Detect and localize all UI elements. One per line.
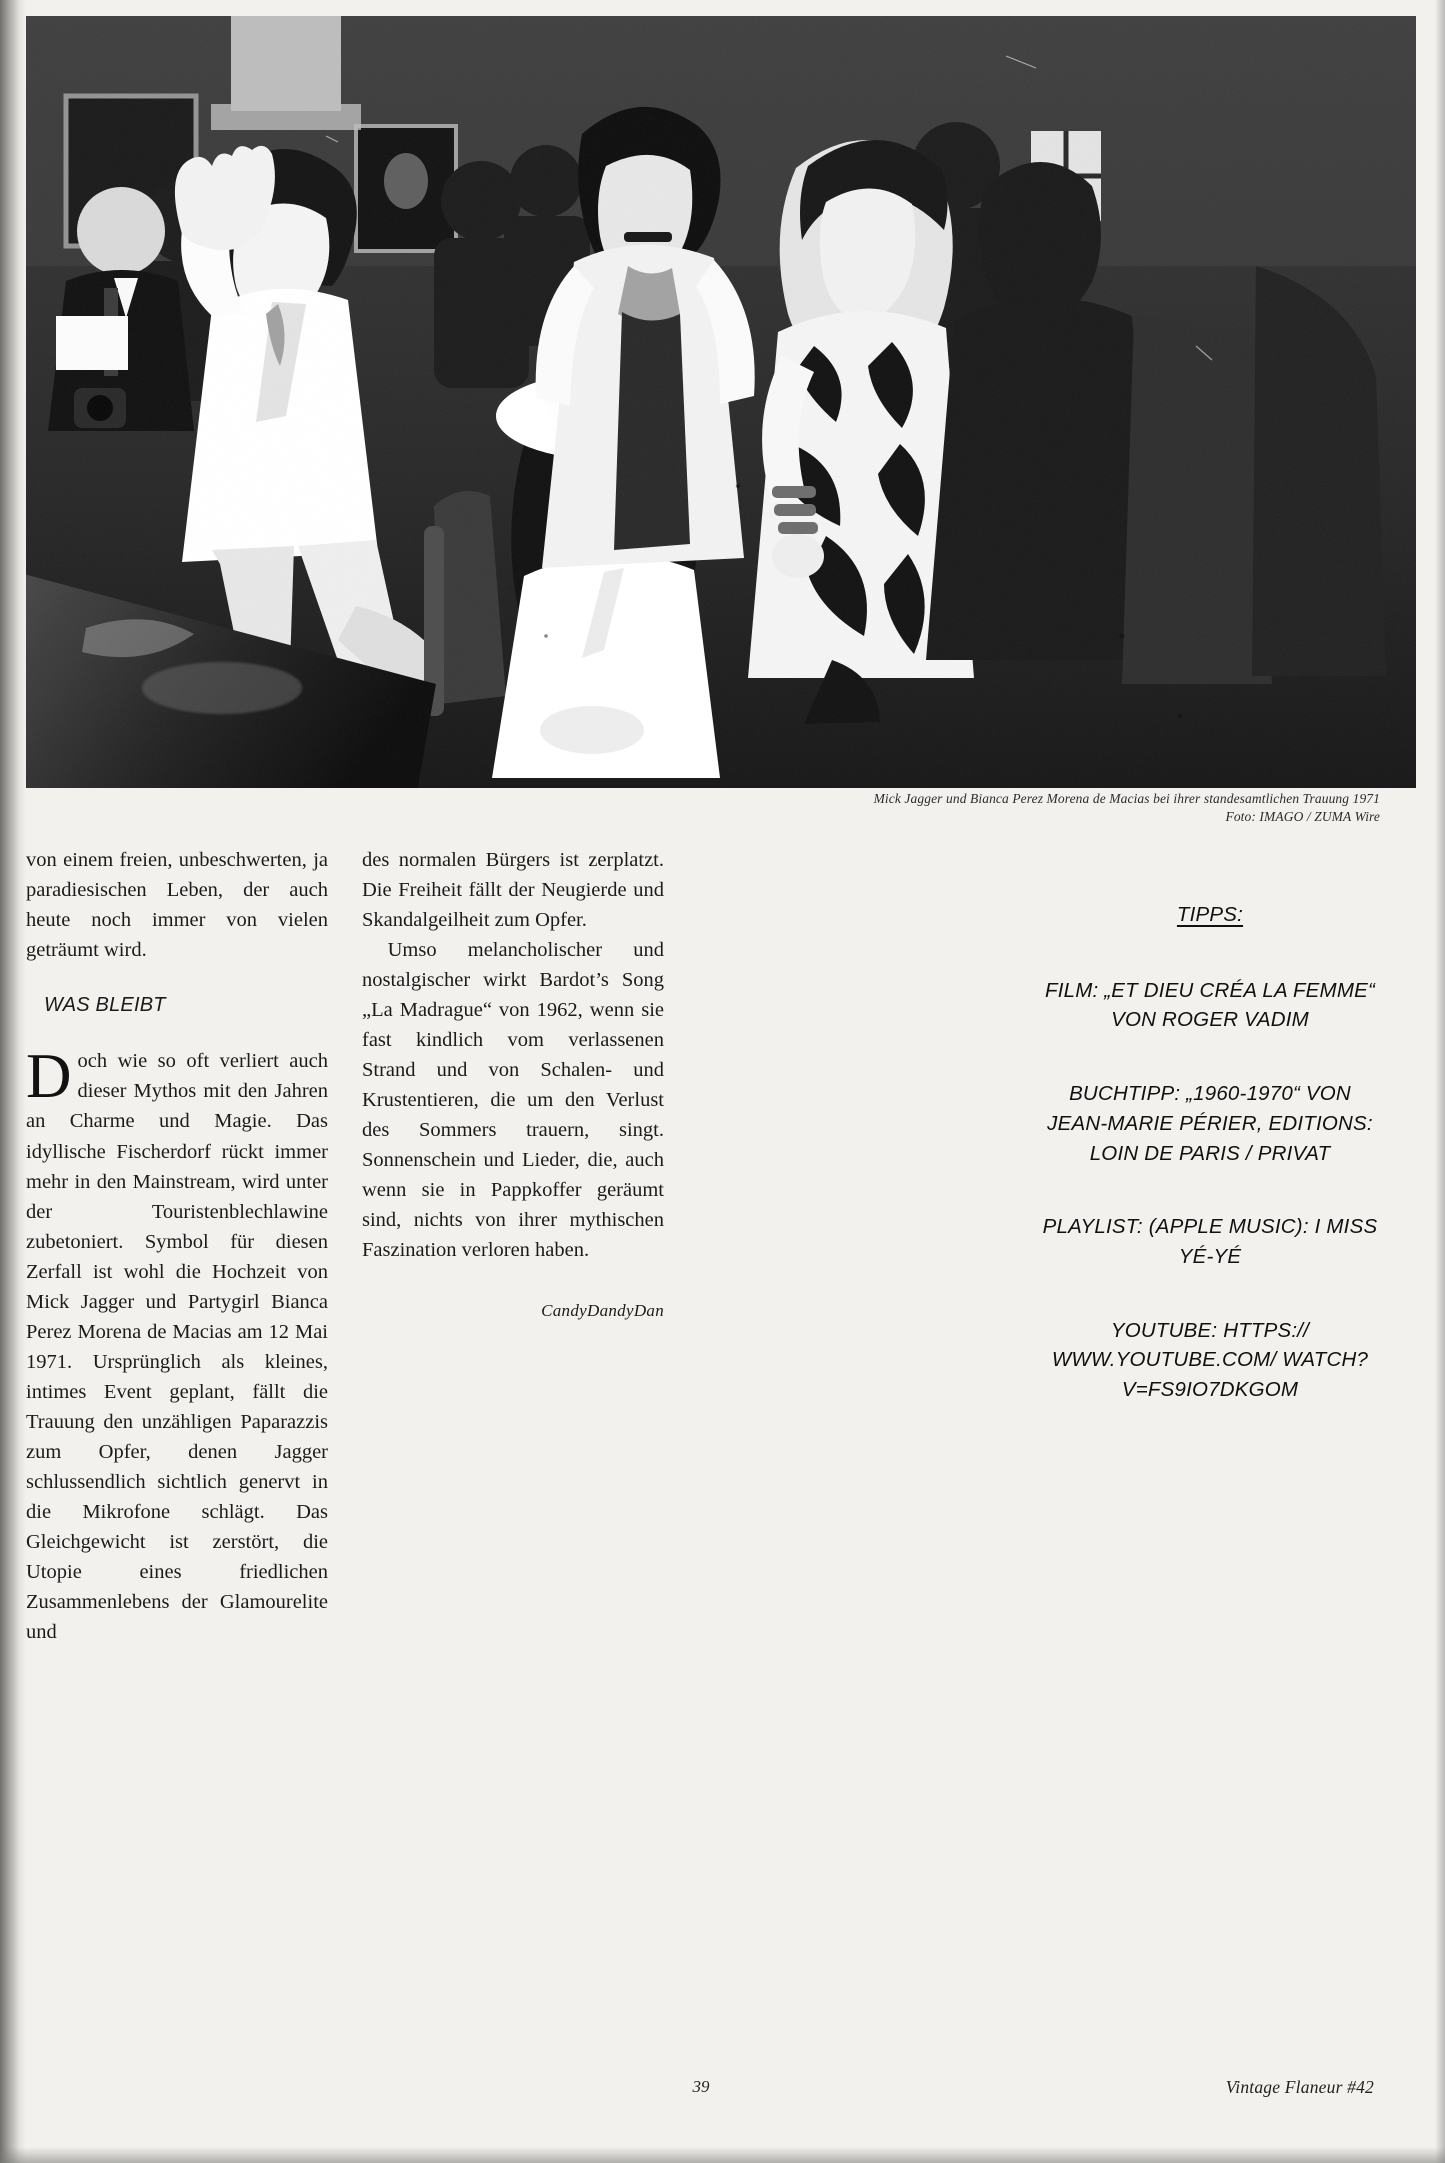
photo-caption [26,790,1416,826]
paper-edge-right [1435,0,1445,2163]
column-1-dropcap-paragraph: Doch wie so oft verliert auch dieser Mythos mit den Jahren an Charme und Magie. Das idyllische Fischerdorf rückt immer mehr in den Mainstream, wird unter der Touristenblechlawine zubetoniert. Symbol für diesen Zerfall ist wohl die Hochzeit von Mick Jagger und Partygirl Bianca Perez Morena de Macias am 12 Mai 1971. Ursprünglich als kleines, intimes Event geplant, fällt die Trauung den unzähligen Paparazzis zum Opfer, denen Jagger schlussendlich sichtlich genervt in die Mikrofone schlägt. Das Gleichgewicht ist zerstört, die Utopie eines friedlichen Zusammenlebens der Glamourelite und [26,1041,328,1644]
tipps-title: TIPPS: [1176,903,1244,926]
paper-edge-bottom [0,2147,1445,2163]
photo-caption-line-1: Mick Jagger und Bianca Perez Morena de Macias bei ihrer standesamtlichen Trauung 1971 [873,791,1380,806]
tipps-item-youtube[interactable]: YOUTUBE: HTTPS:// WWW.YOUTUBE.COM/ WATCH?V=FS9IO7DKGOM [1051,1318,1369,1402]
tipps-panel [1040,900,1380,1405]
column-1-continued-paragraph: von einem freien, unbeschwerten, ja paradiesischen Leben, der auch heute noch immer von vielen geträumt wird. [26,849,328,962]
photograph-illustration [26,16,1416,788]
article-byline: CandyDandyDan [541,1301,664,1321]
tipps-item-film: FILM: „ET DIEU CRÉA LA FEMME“ VON ROGER VADIM [1044,978,1376,1032]
tipps-item-buchtipp: BUCHTIPP: „1960-1970“ VON JEAN-MARIE PÉRIER, EDITIONS: LOIN DE PARIS / PRIVAT [1047,1082,1373,1165]
column-2-continued-paragraph: des normalen Bürgers ist zerplatzt. Die Freiheit fällt der Neugierde und Skandalgeilheit zum Opfer. [362,849,664,932]
page-footer [26,2077,1416,2101]
magazine-issue-mark: Vintage Flaneur #42 [1225,2077,1374,2097]
text-column-2 [362,845,664,1324]
tipps-item-playlist: PLAYLIST: (APPLE MUSIC): I MISS YÉ-YÉ [1042,1215,1378,1269]
paper-edge-left [0,0,26,2163]
wedding-photograph [26,16,1416,788]
section-heading-was-bleibt: WAS BLEIBT [44,994,166,1017]
photo-credit: Foto: IMAGO / ZUMA Wire [1225,808,1380,824]
column-2-final-paragraph: Umso melancholischer und nostalgischer wirkt Bardot’s Song „La Madrague“ von 1962, wenn sie fast kindlich vom verlassenen Strand und von Schalen- und Krustentieren, die um den Verlust des Sommers trauern, singt. Sonnenschein und Lieder, die, auch wenn sie in Pappkoffer geräumt sind, nichts von ihrer mythischen Faszination verloren haben. [362,939,664,1262]
page-number: 39 [692,2077,710,2096]
text-column-1 [26,845,328,1647]
